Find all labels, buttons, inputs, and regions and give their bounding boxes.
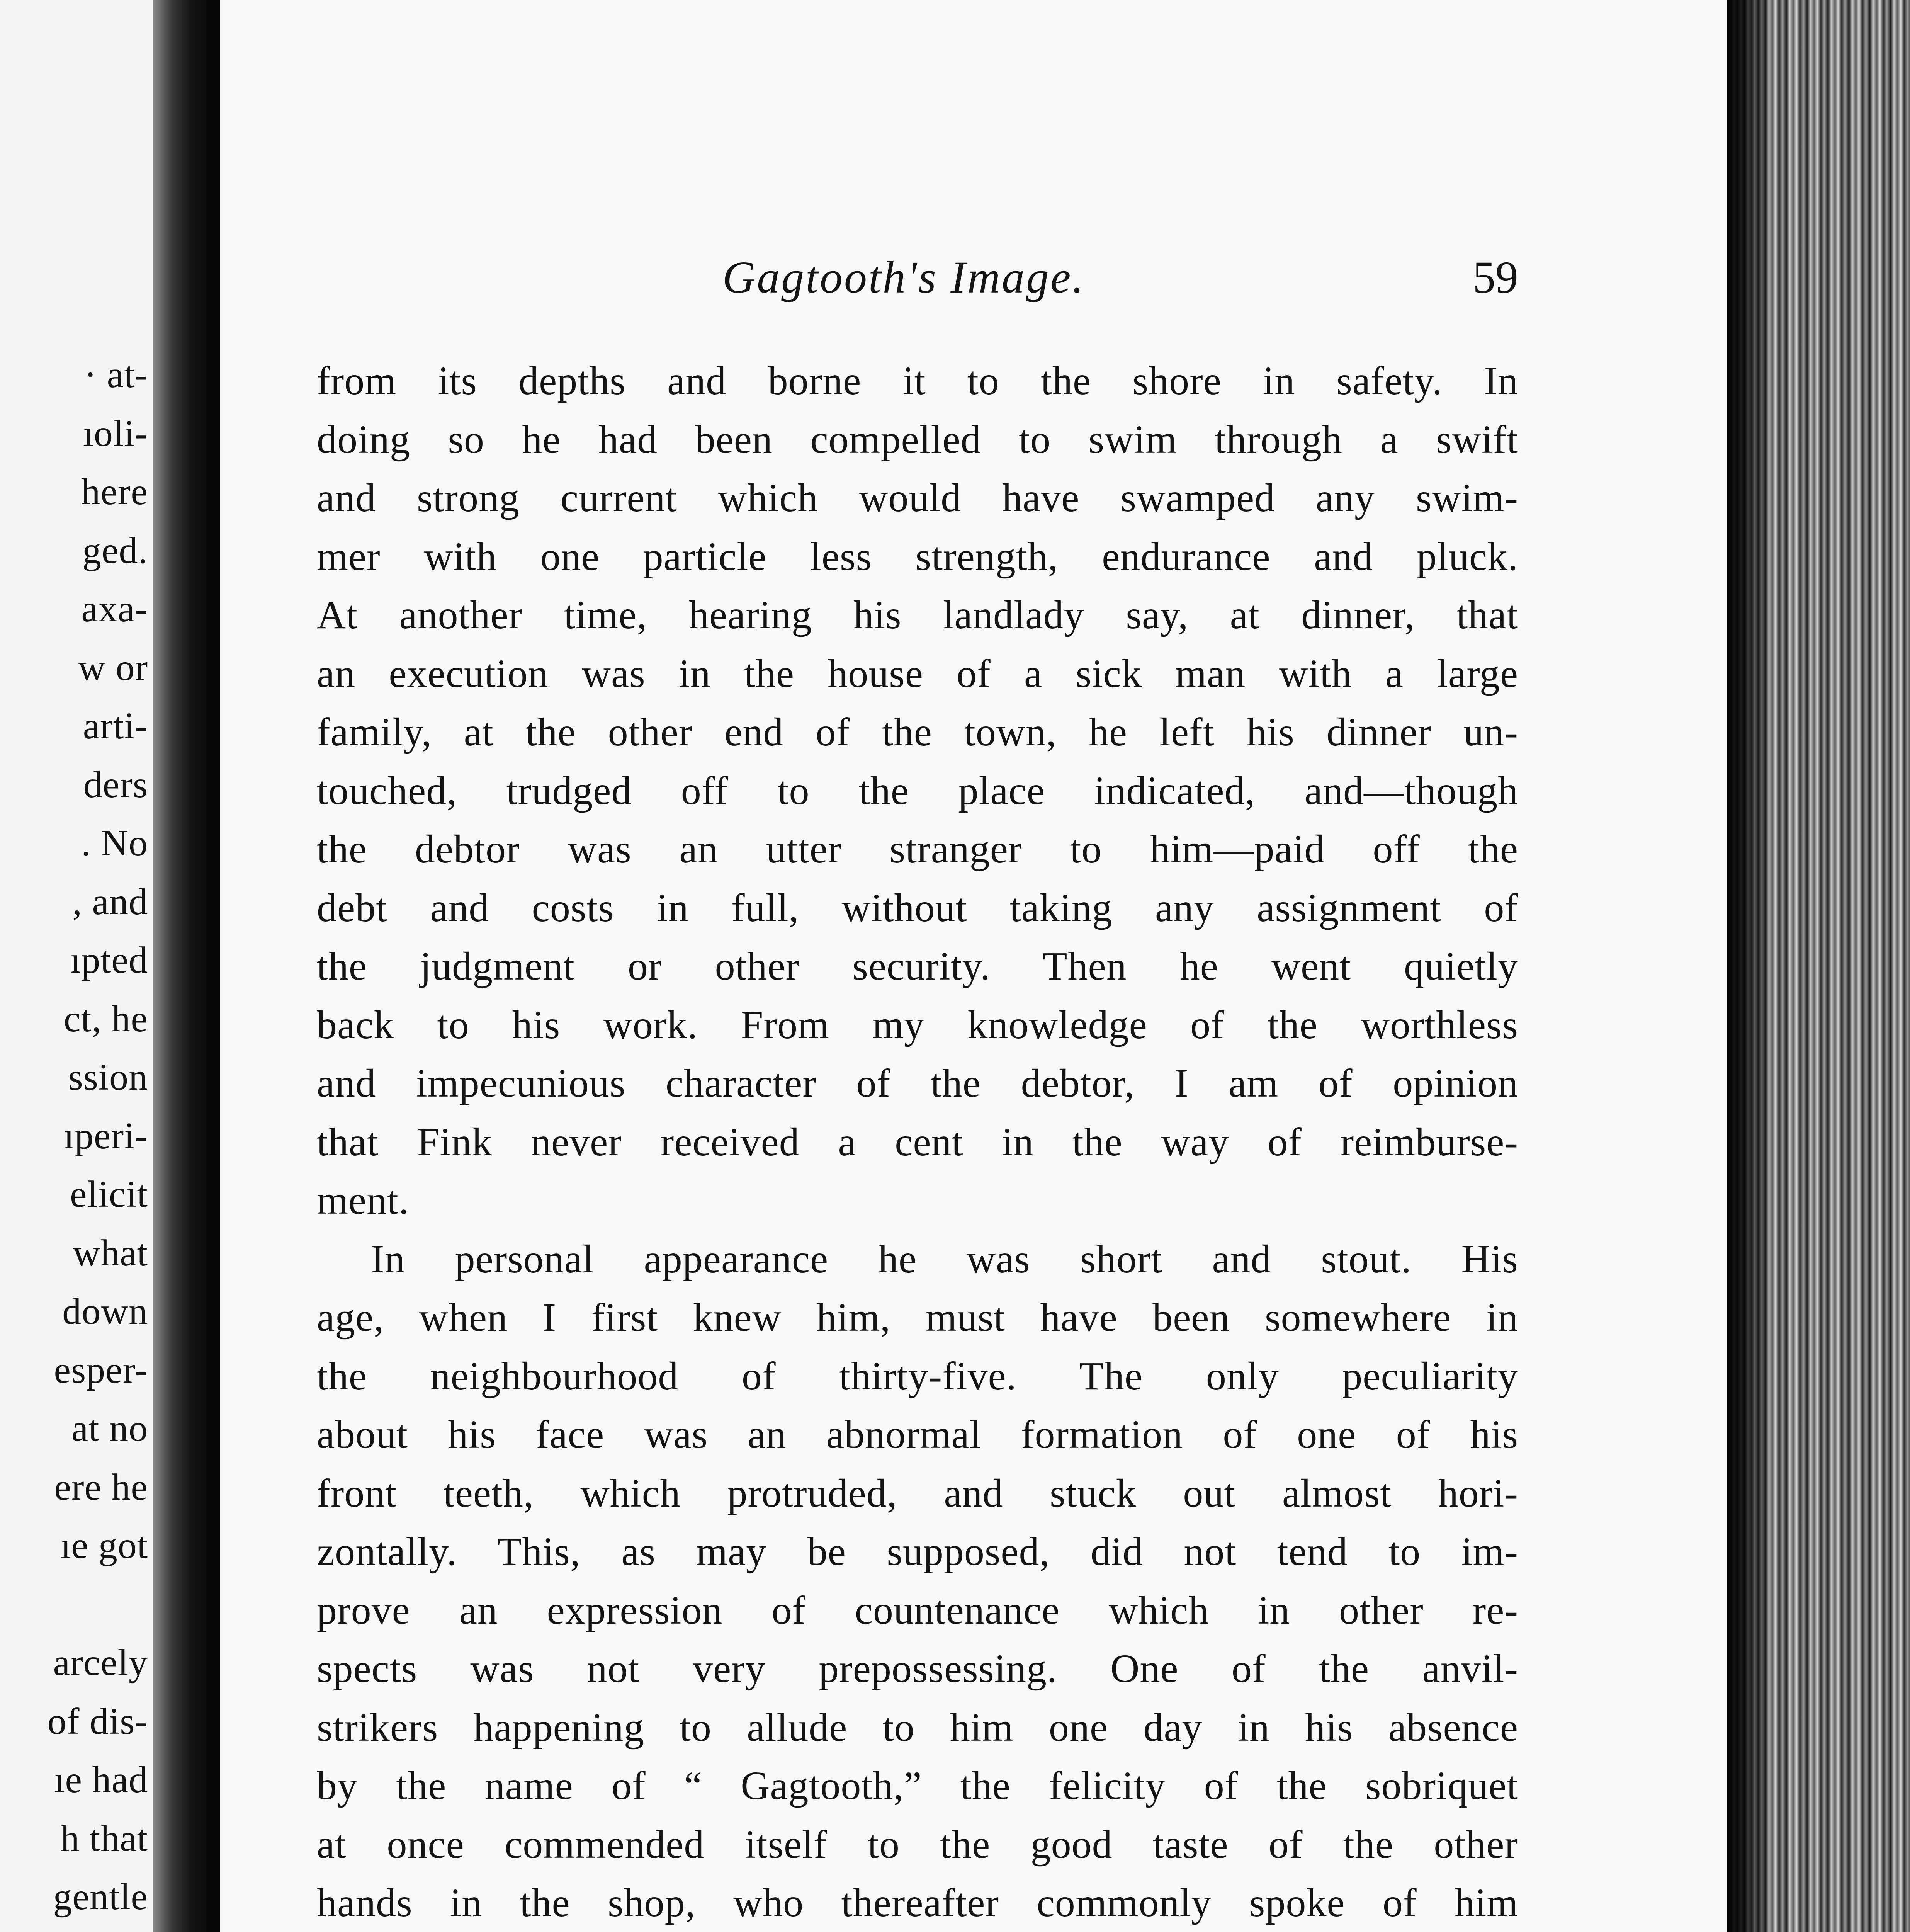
left-fragment-line: at no [71,1408,148,1449]
left-fragment-line: ıoli- [83,412,148,454]
left-fragment-line [0,1575,153,1634]
text-line: front teeth, which protruded, and stuck out almost hori- [317,1471,1518,1515]
text-line: spects was not very prepossessing. One of the anvil- [317,1646,1518,1691]
left-fragment-line: what [73,1232,148,1274]
text-line: ment. [317,1178,409,1223]
text-line: by the name of “ Gagtooth,” the felicity of the sobriquet [317,1764,1518,1808]
left-fragment-line: , and [72,881,148,923]
text-line: hands in the shop, who thereafter commonly spoke of him [317,1881,1518,1925]
text-line: and strong current which would have swamped any swim- [317,476,1518,520]
left-fragment-line: ssion [68,1056,148,1098]
text-line: and impecunious character of the debtor, I am of opinion [317,1061,1518,1105]
text-line: family, at the other end of the town, he left his dinner un- [317,710,1518,754]
body-text [317,352,1518,1932]
left-fragment-line: gentle [53,1876,148,1918]
text-line: zontally. This, as may be supposed, did not tend to im- [317,1529,1518,1574]
left-fragment-line [0,1927,153,1932]
text-line: mer with one particle less strength, endurance and pluck. [317,534,1518,579]
left-binding-shadow [153,0,207,1932]
left-fragment-line: w or [78,646,148,689]
text-line: that Fink never received a cent in the way of reimburse- [317,1119,1518,1164]
text-line: the neighbourhood of thirty-five. The only peculiarity [317,1354,1518,1398]
text-line: back to his work. From my knowledge of the worthless [317,1002,1518,1047]
text-line: In personal appearance he was short and stout. His [371,1236,1518,1281]
text-line: At another time, hearing his landlady say, at dinner, that [317,593,1518,637]
left-fragment-line: h that [60,1817,148,1859]
left-fragment-line: . No [81,822,148,864]
text-line: the debtor was an utter stranger to him—paid off the [317,827,1518,871]
text-line: the judgment or other security. Then he went quietly [317,944,1518,988]
page-number: 59 [1473,252,1518,303]
left-fragment-line: ıe had [54,1759,148,1801]
left-page-text-fragments [0,346,153,1932]
left-fragment-line: esper- [54,1349,148,1391]
left-fragment-line: ders [83,764,148,806]
left-fragment-line: here [81,471,148,513]
left-fragment-line: arti- [83,705,148,747]
left-fragment-line: ıpted [70,939,148,981]
text-line: prove an expression of countenance which in other re- [317,1588,1518,1633]
left-fragment-line: ct, he [63,998,148,1040]
text-line: at once commended itself to the good taste of the other [317,1822,1518,1867]
left-fragment-line: of dis- [47,1700,148,1742]
left-fragment-line: ere he [54,1466,148,1508]
left-fragment-line: ıe got [60,1525,148,1566]
left-fragment-line: down [62,1291,148,1332]
left-fragment-line: axa- [81,588,148,630]
left-fragment-line: ıperi- [63,1115,148,1157]
left-fragment-line: · at- [84,354,148,396]
text-line: debt and costs in full, without taking any assignment of [317,885,1518,930]
text-line: doing so he had been compelled to swim through a swift [317,417,1518,462]
text-line: strikers happening to allude to him one day in his absence [317,1705,1518,1750]
text-line: an execution was in the house of a sick man with a large [317,651,1518,696]
text-line: age, when I first knew him, must have been somewhere in [317,1295,1518,1340]
left-fragment-line: ged. [82,529,148,571]
book-gutter [207,0,220,1932]
text-line: about his face was an abnormal formation of one of his [317,1412,1518,1457]
text-line: from its depths and borne it to the shore in safety. In [317,359,1518,403]
running-head [317,251,1518,313]
running-title: Gagtooth's Image. [722,252,1085,303]
left-fragment-line: arcely [53,1642,148,1684]
left-fragment-line: elicit [70,1173,148,1215]
fore-edge-shadow [1727,0,1773,1932]
text-line: touched, trudged off to the place indicated, and—though [317,768,1518,813]
